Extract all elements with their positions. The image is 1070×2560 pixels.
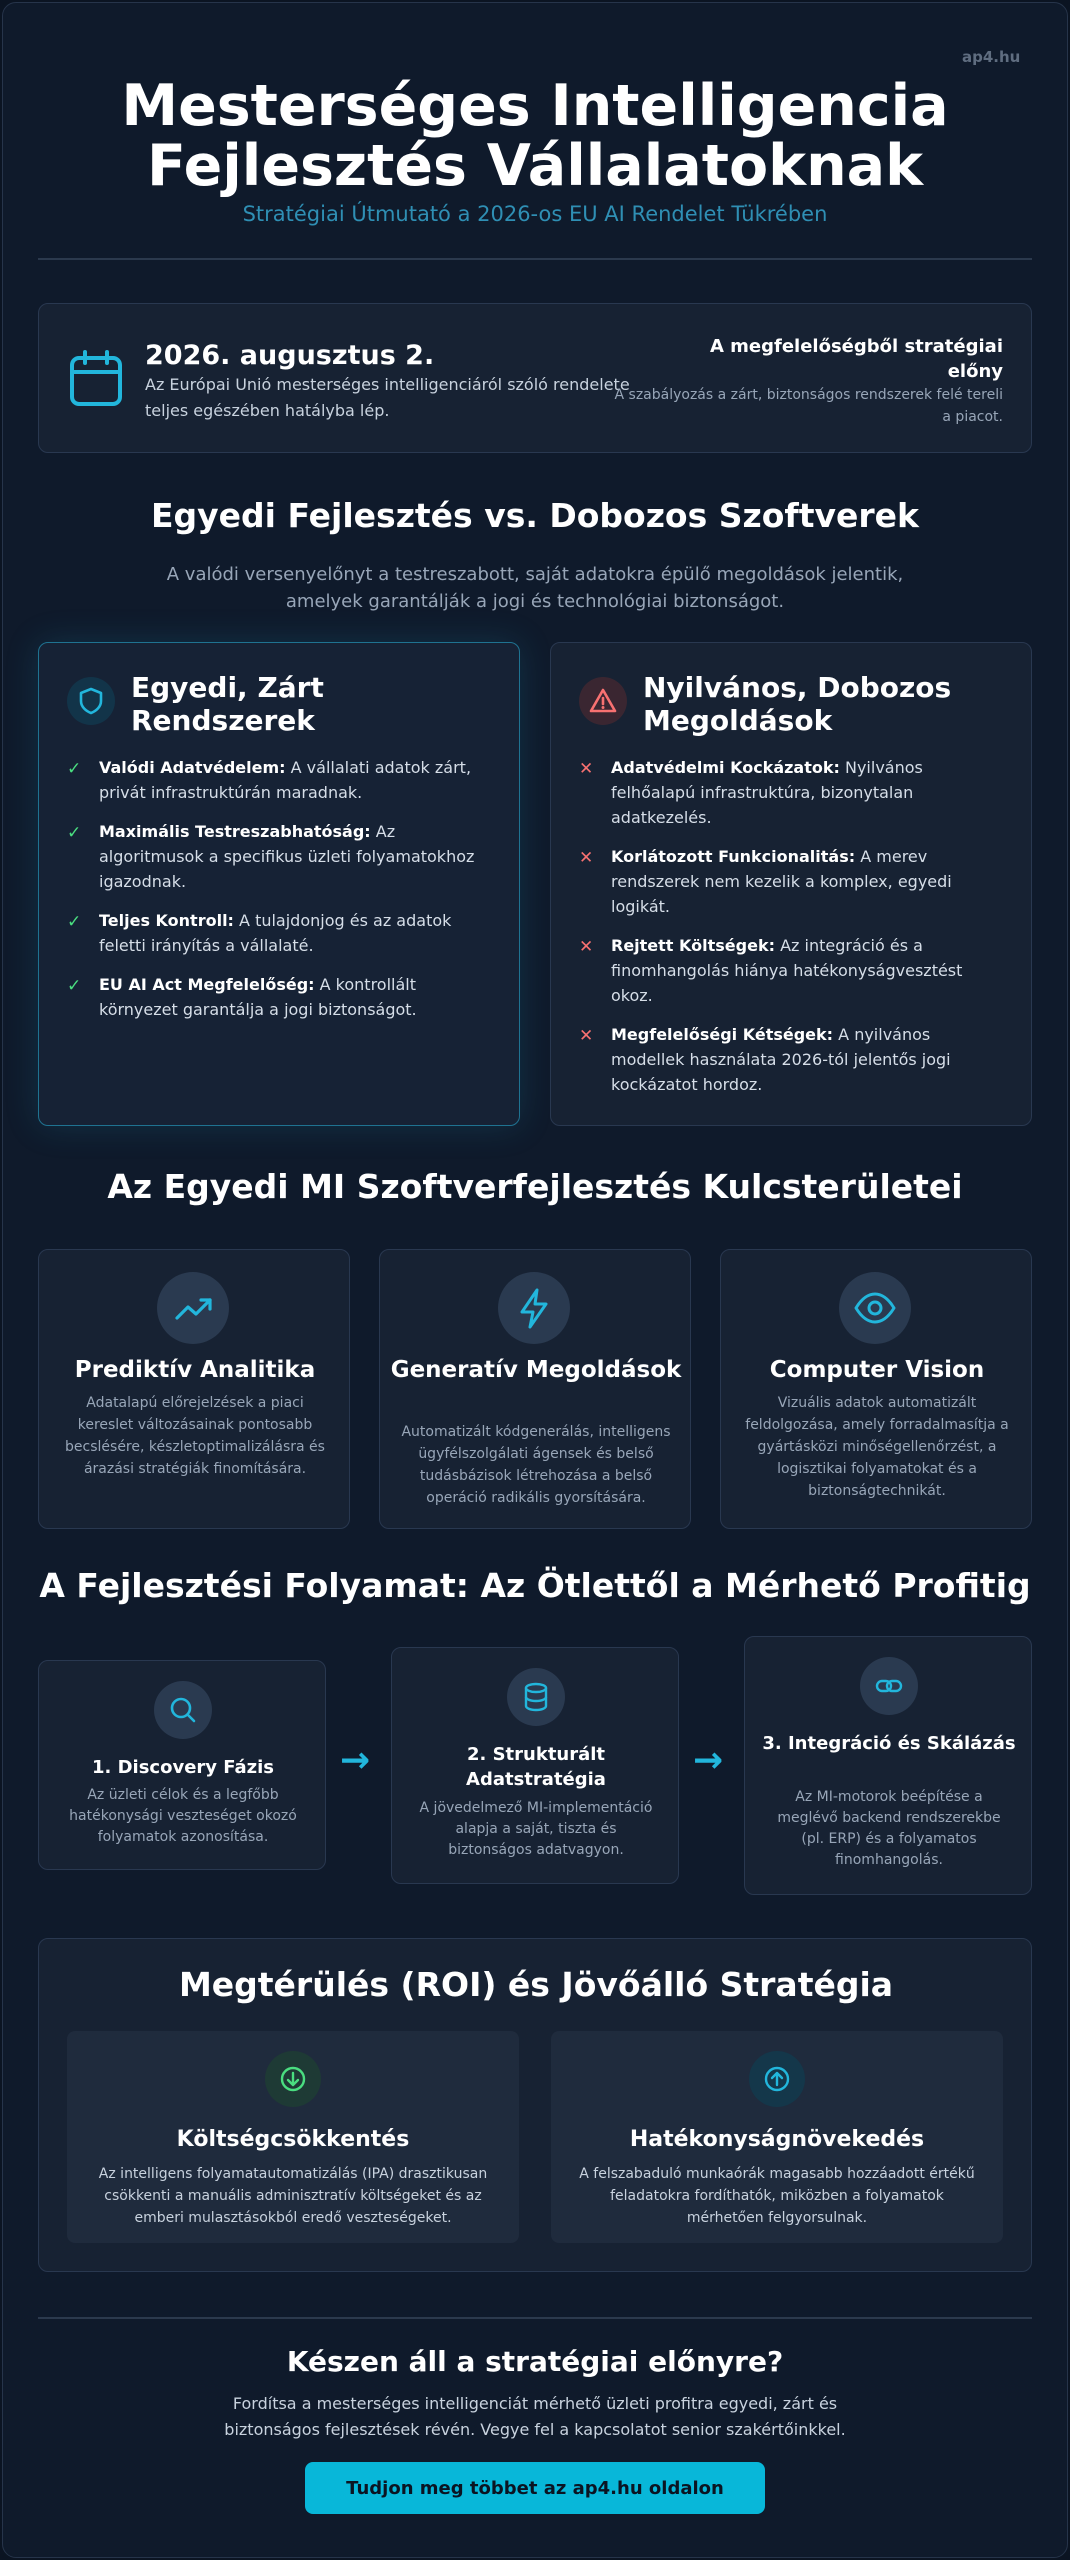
roi-section [38,1938,1032,2272]
custom-systems-card [38,642,520,1126]
roi-heading: Megtérülés (ROI) és Jövőálló Stratégia [178,1965,894,2004]
trending-up-icon [157,1272,229,1344]
custom-title: Egyedi, Zárt Rendszerek [131,671,324,737]
process-heading: A Fejlesztési Folyamat: Az Ötlettől a Mérhető Profitig [39,1566,1031,1605]
link-icon [860,1657,918,1715]
step-icon-badge [507,1668,565,1726]
step-title: 2. Strukturált Adatstratégia [466,1744,606,1790]
eye-icon [839,1272,911,1344]
date-text: Az Európai Unió mesterséges intelligenciáról szóló rendelete teljes egészében hatályba lép. [145,375,630,420]
custom-item-text: A tulajdonjog és az adatok feletti irányítás a vállalaté. [99,911,452,955]
public-item [581,844,1001,919]
roi-icon-badge [265,2051,321,2107]
check-icon: ✓ [67,976,82,996]
custom-item-label: EU AI Act Megfelelőség: [99,975,315,994]
step-title: 1. Discovery Fázis [91,1757,275,1778]
custom-item [69,972,489,1022]
custom-item-text: A vállalati adatok zárt, privát infrastruktúrán maradnak. [99,758,472,802]
arrow-up-circle-icon [749,2051,805,2107]
arrow-right-icon: → [340,1740,371,1781]
hero-title [0,73,1070,199]
process-step-integration [744,1636,1032,1895]
public-item-text: Nyilvános felhőalapú infrastruktúra, bizonytalan adatkezelés. [611,758,923,827]
step-text: A jövedelmező MI-implementáció alapja a saját, tiszta és biztonságos adatvagyon. [419,1800,653,1858]
public-item [581,933,1001,1008]
public-title: Nyilvános, Dobozos Megoldások [643,671,952,737]
area-title: Computer Vision [769,1357,985,1383]
brand-logo[interactable]: ap4.hu [962,48,1021,66]
x-icon: ✕ [579,1026,594,1046]
public-item-label: Adatvédelmi Kockázatok: [611,758,840,777]
check-icon: ✓ [67,912,82,932]
public-icon-badge [579,677,627,725]
process-step-data [391,1647,679,1884]
roi-card-efficiency [551,2031,1003,2243]
custom-item-label: Teljes Kontroll: [99,911,234,930]
area-text: Vizuális adatok automatizált feldolgozása, amely forradalmasítja a gyártásközi minőségellenőrzést, a logisztikai folyamatokat és a biztonságtechnikát. [745,1395,1009,1499]
lightning-icon [498,1272,570,1344]
public-item-label: Korlátozott Funkcionalitás: [611,847,856,866]
public-solutions-card [550,642,1032,1126]
step-icon-badge [154,1681,212,1739]
comparison-intro: A valódi versenyelőnyt a testreszabott, saját adatokra épülő megoldások jelentik, amelyek garantálják a jogi és technológiai biztonságot. [166,564,904,612]
area-card-vision [720,1249,1032,1529]
public-item [581,755,1001,830]
roi-card-cost [67,2031,519,2243]
roi-text: Az intelligens folyamatautomatizálás (IPA) drasztikusan csökkenti a manuális adminisztratív költségeket és az emberi mulasztásokból eredő veszteségeket. [98,2166,488,2226]
cta-button[interactable]: Tudjon meg többet az ap4.hu oldalon [305,2462,765,2514]
roi-title: Hatékonyságnövekedés [629,2127,925,2152]
roi-icon-badge [749,2051,805,2107]
hero-title-line2: Fejlesztés Vállalatoknak [146,133,924,199]
area-text: Adatalapú előrejelzések a piaci kereslet változásainak pontosabb becslésére, készletoptimalizálásra és árazási stratégiák finomítására. [65,1395,325,1477]
step-title: 3. Integráció és Skálázás [762,1733,1016,1754]
area-title: Generatív Megoldások [390,1357,682,1383]
public-item-label: Megfelelőségi Kétségek: [611,1025,834,1044]
custom-item [69,819,489,894]
database-icon [507,1668,565,1726]
hero-subtitle: Stratégiai Útmutató a 2026-os EU AI Rendelet Tükrében [242,202,828,226]
step-icon-badge [860,1657,918,1715]
check-icon: ✓ [67,759,82,779]
arrow-down-circle-icon [265,2051,321,2107]
advantage-heading: A megfelelőségből stratégiai előny [709,336,1003,382]
step-text: Az MI-motorok beépítése a meglévő backend rendszerekbe (pl. ERP) és a folyamatos finomhangolás. [777,1789,1001,1868]
custom-icon-badge [67,677,115,725]
divider [38,258,1032,260]
roi-title: Költségcsökkentés [176,2127,410,2152]
area-title: Prediktív Analitika [74,1357,316,1383]
cta-text: Fordítsa a mesterséges intelligenciát mérhető üzleti profitra egyedi, zárt és biztonságos fejlesztések révén. Vegye fel a kapcsolatot senior szakértőinkkel. [224,2394,846,2439]
date-card [38,303,1032,453]
x-icon: ✕ [579,759,594,779]
process-step-discovery [38,1660,326,1870]
public-item-text: A nyilvános modellek használata 2026-tól jelentős jogi kockázatot hordoz. [611,1025,951,1094]
area-text: Automatizált kódgenerálás, intelligens ügyfélszolgálati ágensek és belső tudásbázisok létrehozása a belső operáció radikális gyorsítására. [401,1424,671,1506]
custom-item [69,755,489,805]
advantage-text: A szabályozás a zárt, biztonságos rendszerek felé tereli a piacot. [614,387,1003,425]
area-icon-badge [839,1272,911,1344]
x-icon: ✕ [579,848,594,868]
areas-heading: Az Egyedi MI Szoftverfejlesztés Kulcsterületei [107,1167,963,1206]
step-text: Az üzleti célok és a legfőbb hatékonysági veszteséget okozó folyamatok azonosítása. [69,1787,297,1845]
search-icon [154,1681,212,1739]
public-item-text: A merev rendszerek nem kezelik a komplex, egyedi logikát. [611,847,952,916]
custom-item-label: Maximális Testreszabhatóság: [99,822,371,841]
shield-icon [67,677,115,725]
area-card-predictive [38,1249,350,1529]
cta-heading: Készen áll a stratégiai előnyre? [286,2345,784,2378]
custom-item-text: Az algoritmusok a specifikus üzleti folyamatokhoz igazodnak. [99,822,475,891]
custom-item-label: Valódi Adatvédelem: [99,758,286,777]
divider [38,2317,1032,2319]
calendar-icon [69,350,123,408]
hero-title-line1: Mesterséges Intelligencia [121,73,949,139]
public-item-text: Az integráció és a finomhangolás hiánya hatékonyságvesztést okoz. [611,936,963,1005]
area-icon-badge [157,1272,229,1344]
warning-icon [579,677,627,725]
public-item-label: Rejtett Költségek: [611,936,775,955]
arrow-right-icon: → [693,1740,724,1781]
x-icon: ✕ [579,937,594,957]
custom-item-text: A kontrollált környezet garantálja a jogi biztonságot. [99,975,417,1019]
custom-item [69,908,489,958]
roi-text: A felszabaduló munkaórák magasabb hozzáadott értékű feladatokra fordíthatók, miközben a folyamatok mérhetően felgyorsulnak. [579,2166,975,2226]
check-icon: ✓ [67,823,82,843]
area-card-generative [379,1249,691,1529]
public-item [581,1022,1001,1097]
date-heading: 2026. augusztus 2. [145,340,435,371]
area-icon-badge [498,1272,570,1344]
comparison-heading: Egyedi Fejlesztés vs. Dobozos Szoftverek [150,496,920,535]
